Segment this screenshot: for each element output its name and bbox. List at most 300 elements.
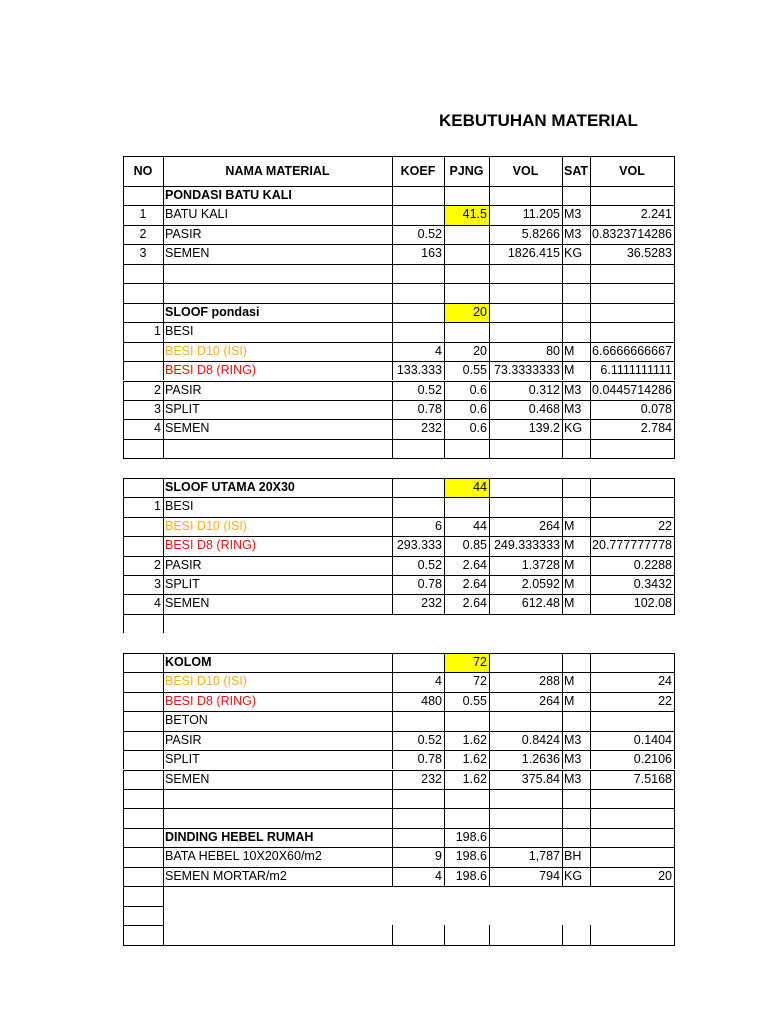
grid-line bbox=[444, 925, 445, 944]
grid-line bbox=[674, 653, 675, 672]
cell-no: 4 bbox=[154, 596, 161, 611]
cell-vol2: 0.2288 bbox=[633, 557, 672, 572]
cell-pjng: 198.6 bbox=[455, 868, 487, 883]
cell-no: 2 bbox=[139, 226, 147, 241]
header-koef: KOEF bbox=[400, 164, 436, 178]
cell-pjng: 72 bbox=[473, 654, 487, 669]
cell-pjng: 72 bbox=[473, 674, 487, 689]
cell-pjng: 0.55 bbox=[462, 693, 487, 708]
grid-line bbox=[562, 156, 563, 186]
grid-line bbox=[674, 156, 675, 186]
grid-line bbox=[123, 867, 124, 886]
grid-line bbox=[444, 156, 445, 186]
grid-line bbox=[562, 478, 563, 497]
grid-line bbox=[444, 244, 445, 263]
grid-line bbox=[590, 186, 591, 205]
grid-line bbox=[123, 925, 124, 944]
cell-name: BESI D10 (ISI) bbox=[165, 343, 247, 358]
grid-line bbox=[123, 536, 124, 555]
grid-line bbox=[674, 789, 675, 808]
cell-no: 1 bbox=[154, 499, 161, 514]
cell-sat: M bbox=[564, 596, 575, 611]
cell-pjng: 0.6 bbox=[469, 421, 487, 436]
cell-name: BESI bbox=[165, 324, 194, 339]
cell-pjng: 20 bbox=[473, 304, 487, 319]
grid-line bbox=[123, 156, 124, 186]
cell-no: 3 bbox=[154, 577, 161, 591]
cell-pjng: 41.5 bbox=[462, 207, 487, 222]
grid-line bbox=[163, 614, 164, 633]
grid-line bbox=[123, 283, 675, 284]
grid-line bbox=[590, 497, 591, 516]
grid-line bbox=[392, 186, 393, 205]
grid-line bbox=[392, 653, 393, 672]
grid-line bbox=[163, 156, 164, 186]
grid-line bbox=[123, 731, 124, 750]
cell-name: BATA HEBEL 10X20X60/m2 bbox=[165, 849, 322, 864]
grid-line bbox=[123, 478, 124, 497]
cell-name: SEMEN MORTAR/m2 bbox=[165, 868, 287, 883]
grid-line bbox=[674, 186, 675, 205]
cell-name: SEMEN bbox=[165, 596, 210, 611]
grid-line bbox=[392, 322, 393, 341]
cell-vol: 5.8266 bbox=[521, 226, 560, 241]
cell-sat: KG bbox=[564, 868, 583, 883]
cell-vol2: 0.1404 bbox=[633, 732, 672, 747]
grid-line bbox=[562, 497, 563, 516]
grid-line bbox=[590, 283, 591, 302]
grid-line bbox=[562, 283, 563, 302]
cell-koef: 232 bbox=[421, 771, 442, 786]
cell-sat: M3 bbox=[564, 771, 582, 786]
cell-sat: M3 bbox=[564, 226, 582, 241]
grid-line bbox=[674, 439, 675, 458]
grid-line bbox=[674, 244, 675, 263]
cell-koef: 9 bbox=[435, 849, 442, 864]
cell-sat: KG bbox=[564, 246, 583, 261]
cell-vol: 80 bbox=[546, 343, 560, 358]
grid-line bbox=[444, 186, 445, 205]
grid-line bbox=[123, 303, 124, 322]
cell-pjng: 2.64 bbox=[462, 577, 487, 591]
cell-vol2: 22 bbox=[658, 518, 672, 533]
cell-vol2: 6.6666666667 bbox=[592, 343, 672, 358]
grid-line bbox=[163, 439, 164, 458]
grid-line bbox=[674, 264, 675, 283]
cell-vol2: 2.784 bbox=[640, 421, 672, 436]
grid-line bbox=[489, 322, 490, 341]
grid-line bbox=[123, 186, 124, 205]
grid-line bbox=[674, 925, 675, 944]
grid-line bbox=[123, 283, 124, 302]
cell-sat: KG bbox=[564, 421, 583, 436]
cell-koef: 0.52 bbox=[417, 382, 442, 397]
cell-koef: 293.333 bbox=[396, 538, 442, 553]
grid-line bbox=[392, 478, 393, 497]
cell-koef: 163 bbox=[421, 246, 442, 261]
cell-sat: BH bbox=[564, 849, 582, 864]
cell-vol: 11.205 bbox=[522, 207, 560, 222]
grid-line bbox=[444, 322, 445, 341]
cell-koef: 480 bbox=[421, 693, 442, 708]
cell-name: SLOOF UTAMA 20X30 bbox=[165, 479, 295, 494]
grid-line bbox=[489, 303, 490, 322]
grid-line bbox=[163, 906, 164, 925]
header-vol: VOL bbox=[512, 164, 539, 178]
grid-line bbox=[444, 711, 445, 730]
grid-line bbox=[123, 750, 124, 769]
cell-vol2: 36.5283 bbox=[626, 246, 672, 261]
cell-no: 2 bbox=[154, 557, 161, 572]
grid-line bbox=[489, 711, 490, 730]
grid-line bbox=[163, 925, 164, 944]
cell-pjng: 20 bbox=[473, 343, 487, 358]
grid-line bbox=[123, 945, 675, 946]
grid-line bbox=[392, 828, 393, 847]
grid-line bbox=[562, 808, 563, 827]
cell-pjng: 44 bbox=[473, 518, 487, 533]
header-sat: SAT bbox=[564, 164, 589, 178]
cell-sat: M3 bbox=[564, 207, 582, 222]
grid-line bbox=[674, 692, 675, 711]
cell-pjng: 1.62 bbox=[462, 771, 487, 786]
cell-pjng: 198.6 bbox=[455, 849, 487, 864]
cell-vol: 2.0592 bbox=[521, 577, 560, 591]
grid-line bbox=[562, 322, 563, 341]
grid-line bbox=[674, 303, 675, 322]
grid-line bbox=[123, 770, 124, 789]
cell-sat: M3 bbox=[564, 401, 582, 416]
grid-line bbox=[562, 653, 563, 672]
grid-line bbox=[392, 439, 393, 458]
cell-pjng: 2.64 bbox=[462, 596, 487, 611]
grid-line bbox=[123, 692, 124, 711]
grid-line bbox=[123, 614, 124, 633]
grid-line bbox=[444, 497, 445, 516]
grid-line bbox=[590, 303, 591, 322]
cell-vol: 264 bbox=[539, 693, 560, 708]
grid-line bbox=[674, 672, 675, 691]
grid-line bbox=[562, 303, 563, 322]
grid-line bbox=[590, 156, 591, 186]
header-no: NO bbox=[133, 164, 153, 178]
cell-no: 1 bbox=[139, 207, 147, 222]
grid-line bbox=[123, 828, 124, 847]
cell-koef: 0.52 bbox=[417, 557, 442, 572]
cell-sat: M bbox=[564, 518, 575, 533]
cell-vol: 73.3333333 bbox=[493, 363, 560, 378]
cell-vol: 264 bbox=[539, 518, 560, 533]
cell-vol: 1826.415 bbox=[507, 246, 560, 261]
grid-line bbox=[590, 653, 591, 672]
grid-line bbox=[674, 750, 675, 769]
grid-line bbox=[489, 653, 490, 672]
cell-vol2: 20 bbox=[658, 868, 672, 883]
cell-pjng: 44 bbox=[473, 479, 487, 494]
grid-line bbox=[123, 789, 124, 808]
cell-sat: M3 bbox=[564, 732, 582, 747]
cell-name: KOLOM bbox=[165, 654, 212, 669]
grid-line bbox=[392, 303, 393, 322]
grid-line bbox=[444, 283, 445, 302]
grid-line bbox=[444, 439, 445, 458]
cell-vol: 794 bbox=[539, 868, 560, 883]
cell-name: PASIR bbox=[165, 557, 202, 572]
cell-koef: 0.52 bbox=[417, 226, 442, 241]
grid-line bbox=[674, 575, 675, 594]
cell-koef: 0.52 bbox=[417, 732, 442, 747]
header-pjng: PJNG bbox=[449, 164, 484, 178]
grid-line bbox=[674, 828, 675, 847]
grid-line bbox=[590, 828, 591, 847]
grid-line bbox=[674, 283, 675, 302]
cell-koef: 4 bbox=[435, 343, 442, 358]
header-name: NAMA MATERIAL bbox=[225, 164, 330, 178]
cell-name: PONDASI BATU KALI bbox=[165, 188, 292, 202]
cell-name: BESI D10 (ISI) bbox=[165, 518, 247, 533]
cell-koef: 0.78 bbox=[417, 401, 442, 416]
cell-name: BESI D8 (RING) bbox=[165, 363, 256, 378]
grid-line bbox=[674, 731, 675, 750]
cell-koef: 6 bbox=[435, 518, 442, 533]
cell-vol2: 0.2106 bbox=[633, 752, 672, 767]
cell-vol2: 24 bbox=[658, 674, 672, 689]
cell-vol: 375.84 bbox=[521, 771, 560, 786]
cell-sat: M bbox=[564, 538, 575, 553]
grid-line bbox=[123, 789, 675, 790]
cell-sat: M bbox=[564, 557, 575, 572]
grid-line bbox=[123, 439, 675, 440]
grid-line bbox=[489, 808, 490, 827]
grid-line bbox=[562, 186, 563, 205]
cell-name: PASIR bbox=[165, 226, 202, 241]
cell-pjng: 198.6 bbox=[455, 829, 487, 844]
grid-line bbox=[123, 711, 124, 730]
cell-vol: 1.3728 bbox=[521, 557, 560, 572]
grid-line bbox=[392, 156, 393, 186]
grid-line bbox=[590, 478, 591, 497]
grid-line bbox=[562, 925, 563, 944]
grid-line bbox=[123, 906, 164, 907]
grid-line bbox=[163, 264, 164, 283]
cell-pjng: 2.64 bbox=[462, 557, 487, 572]
header-vol2: VOL bbox=[619, 164, 645, 178]
grid-line bbox=[674, 847, 675, 866]
grid-line bbox=[489, 789, 490, 808]
grid-line bbox=[489, 264, 490, 283]
cell-koef: 4 bbox=[435, 868, 442, 883]
grid-line bbox=[590, 925, 591, 944]
grid-line bbox=[674, 556, 675, 575]
cell-name: BETON bbox=[165, 713, 208, 728]
grid-line bbox=[392, 808, 393, 827]
grid-line bbox=[674, 517, 675, 536]
grid-line bbox=[590, 264, 591, 283]
cell-sat: M3 bbox=[564, 382, 582, 397]
cell-name: SPLIT bbox=[165, 401, 200, 416]
cell-name: BESI bbox=[165, 499, 194, 514]
cell-pjng: 0.55 bbox=[462, 363, 487, 378]
grid-line bbox=[590, 711, 591, 730]
cell-vol: 0.468 bbox=[528, 401, 560, 416]
cell-name: SLOOF pondasi bbox=[165, 304, 260, 319]
grid-line bbox=[489, 478, 490, 497]
cell-name: DINDING HEBEL RUMAH bbox=[165, 829, 314, 844]
cell-no: 1 bbox=[154, 324, 161, 339]
grid-line bbox=[123, 361, 124, 380]
cell-vol2: 20.777777778 bbox=[592, 538, 672, 553]
grid-line bbox=[489, 497, 490, 516]
cell-name: SPLIT bbox=[165, 577, 200, 591]
cell-name: SPLIT bbox=[165, 752, 200, 767]
grid-line bbox=[590, 439, 591, 458]
grid-line bbox=[590, 808, 591, 827]
cell-vol: 249.333333 bbox=[493, 538, 560, 553]
grid-line bbox=[123, 342, 124, 361]
grid-line bbox=[392, 789, 393, 808]
grid-line bbox=[562, 711, 563, 730]
grid-line bbox=[590, 789, 591, 808]
grid-line bbox=[123, 614, 675, 615]
cell-vol2: 102.08 bbox=[633, 596, 672, 611]
grid-line bbox=[392, 497, 393, 516]
cell-name: SEMEN bbox=[165, 246, 210, 261]
cell-pjng: 0.85 bbox=[462, 538, 487, 553]
grid-line bbox=[163, 808, 164, 827]
cell-vol: 288 bbox=[539, 674, 560, 689]
grid-line bbox=[674, 906, 675, 925]
grid-line bbox=[123, 808, 124, 827]
grid-line bbox=[123, 439, 124, 458]
cell-sat: M bbox=[564, 363, 575, 378]
cell-vol2: 0.8323714286 bbox=[592, 226, 672, 241]
grid-line bbox=[562, 439, 563, 458]
cell-sat: M bbox=[564, 693, 575, 708]
grid-line bbox=[392, 283, 393, 302]
grid-line bbox=[489, 156, 490, 186]
grid-line bbox=[489, 186, 490, 205]
sheet-title: KEBUTUHAN MATERIAL bbox=[439, 111, 638, 130]
cell-sat: M bbox=[564, 674, 575, 689]
cell-name: BESI D10 (ISI) bbox=[165, 674, 247, 689]
grid-line bbox=[674, 342, 675, 361]
cell-koef: 232 bbox=[421, 421, 442, 436]
grid-line bbox=[392, 264, 393, 283]
grid-line bbox=[123, 808, 675, 809]
grid-line bbox=[562, 828, 563, 847]
grid-line bbox=[674, 478, 675, 497]
grid-line bbox=[163, 789, 164, 808]
grid-line bbox=[392, 711, 393, 730]
grid-line bbox=[562, 789, 563, 808]
grid-line bbox=[123, 847, 124, 866]
cell-koef: 0.78 bbox=[417, 577, 442, 591]
grid-line bbox=[489, 828, 490, 847]
cell-vol2: 0.3432 bbox=[633, 577, 672, 591]
grid-line bbox=[444, 264, 445, 283]
cell-sat: M bbox=[564, 343, 575, 358]
grid-line bbox=[444, 808, 445, 827]
cell-name: SEMEN bbox=[165, 771, 210, 786]
cell-pjng: 0.6 bbox=[469, 382, 487, 397]
grid-line bbox=[444, 789, 445, 808]
grid-line bbox=[489, 439, 490, 458]
cell-vol2: 0.078 bbox=[640, 401, 672, 416]
cell-name: PASIR bbox=[165, 382, 202, 397]
cell-koef: 0.78 bbox=[417, 752, 442, 767]
grid-line bbox=[123, 925, 164, 926]
grid-line bbox=[674, 361, 675, 380]
grid-line bbox=[674, 419, 675, 438]
cell-pjng: 1.62 bbox=[462, 752, 487, 767]
cell-pjng: 0.6 bbox=[469, 401, 487, 416]
grid-line bbox=[123, 672, 124, 691]
grid-line bbox=[123, 906, 124, 925]
grid-line bbox=[674, 225, 675, 244]
cell-no: 3 bbox=[154, 401, 161, 416]
cell-no: 2 bbox=[154, 382, 161, 397]
cell-vol2: 22 bbox=[658, 693, 672, 708]
cell-no: 3 bbox=[139, 246, 147, 261]
cell-name: BESI D8 (RING) bbox=[165, 693, 256, 708]
cell-name: BATU KALI bbox=[165, 207, 228, 222]
cell-name: BESI D8 (RING) bbox=[165, 538, 256, 553]
cell-vol2: 7.5168 bbox=[633, 771, 672, 786]
grid-line bbox=[674, 808, 675, 827]
grid-line bbox=[674, 497, 675, 516]
grid-line bbox=[674, 770, 675, 789]
grid-line bbox=[444, 225, 445, 244]
grid-line bbox=[674, 886, 675, 905]
grid-line bbox=[489, 283, 490, 302]
grid-line bbox=[123, 458, 675, 459]
cell-name: PASIR bbox=[165, 732, 202, 747]
grid-line bbox=[392, 205, 393, 224]
cell-vol: 139.2 bbox=[528, 421, 560, 436]
cell-pjng: 1.62 bbox=[462, 732, 487, 747]
grid-line bbox=[674, 867, 675, 886]
cell-koef: 133.333 bbox=[396, 363, 442, 378]
grid-line bbox=[562, 264, 563, 283]
grid-line bbox=[674, 711, 675, 730]
cell-sat: M bbox=[564, 577, 575, 591]
cell-vol: 1,787 bbox=[528, 849, 560, 864]
cell-name: SEMEN bbox=[165, 421, 210, 436]
cell-vol: 0.312 bbox=[528, 382, 560, 397]
cell-no: 4 bbox=[154, 421, 161, 436]
cell-vol2: 6.1111111111 bbox=[600, 363, 672, 378]
grid-line bbox=[674, 205, 675, 224]
grid-line bbox=[163, 886, 164, 905]
grid-line bbox=[489, 925, 490, 944]
grid-line bbox=[123, 264, 124, 283]
grid-line bbox=[123, 653, 124, 672]
grid-line bbox=[674, 381, 675, 400]
grid-line bbox=[123, 886, 124, 905]
grid-line bbox=[123, 886, 675, 887]
grid-line bbox=[674, 322, 675, 341]
cell-vol: 612.48 bbox=[521, 596, 560, 611]
cell-vol: 1.2636 bbox=[521, 752, 560, 767]
cell-sat: M3 bbox=[564, 752, 582, 767]
grid-line bbox=[590, 847, 591, 866]
grid-line bbox=[163, 283, 164, 302]
grid-line bbox=[674, 400, 675, 419]
grid-line bbox=[123, 156, 675, 157]
grid-line bbox=[674, 594, 675, 613]
cell-vol: 0.8424 bbox=[521, 732, 560, 747]
grid-line bbox=[590, 322, 591, 341]
